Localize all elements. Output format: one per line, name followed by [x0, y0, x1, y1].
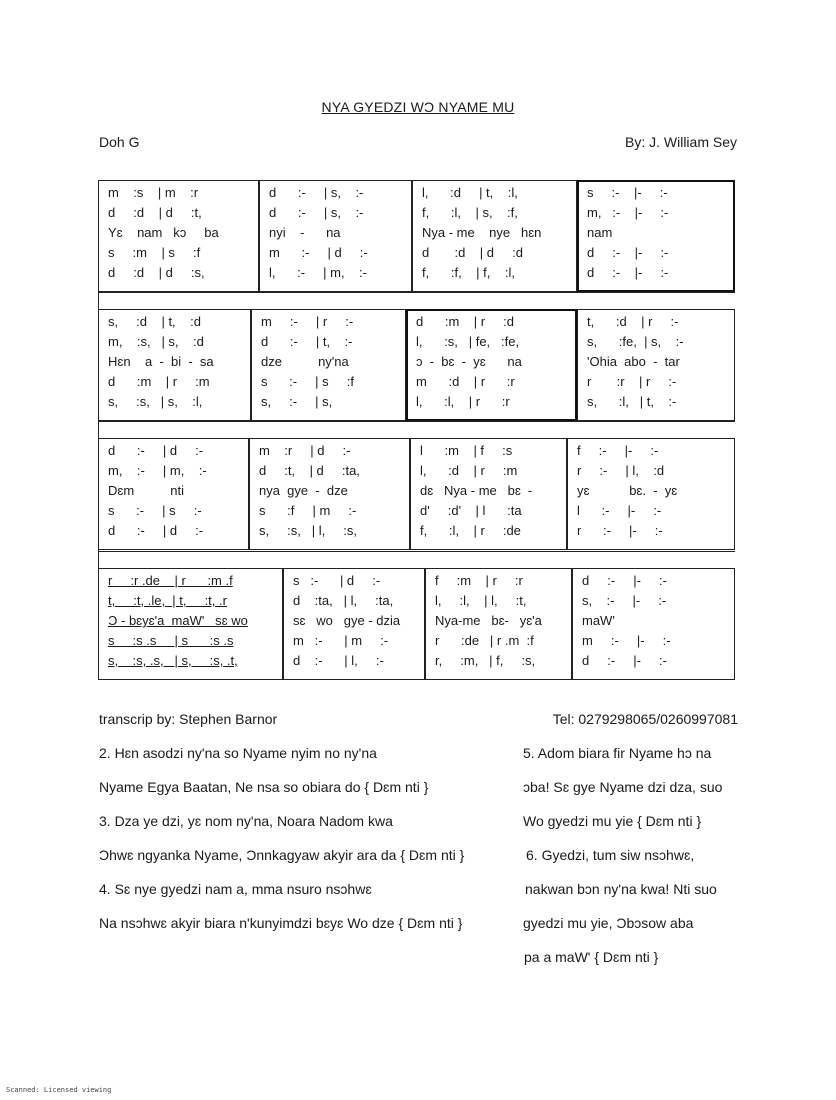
solfa-line: f, :f, | f, :l, — [422, 265, 515, 280]
solfa-line: r :- | l, :d — [577, 463, 665, 478]
measure-notation — [108, 571, 248, 671]
solfa-line: s :- | d :- — [293, 573, 381, 588]
lyric-line: Hɛn a - bi - sa — [108, 354, 214, 369]
solfa-line: s, :fe, | s, :- — [587, 334, 684, 349]
solfa-line: d :m | r :m — [108, 374, 210, 389]
solfa-line: d' :d' | l :ta — [420, 503, 522, 518]
solfa-line: d :d | d :d — [422, 245, 523, 260]
solfa-line: t, :d | r :- — [587, 314, 679, 329]
verse-line: 3. Dza ye dzi, yɛ nom ny'na, Noara Nadom kwa — [99, 813, 393, 829]
verse-line: Ɔhwɛ ngyanka Nyame, Ɔnnkagyaw akyir ara da { Dɛm nti } — [99, 847, 465, 863]
solfa-line: r :de | r .m :f — [435, 633, 534, 648]
solfa-line: m :- | d :- — [269, 245, 368, 260]
system-separator — [98, 421, 735, 422]
solfa-line: s :- |- :- — [587, 185, 668, 200]
solfa-line: l, :d | r :m — [420, 463, 518, 478]
solfa-line: d :- |- :- — [587, 245, 669, 260]
solfa-line: f, :l, | s, :f, — [422, 205, 518, 220]
lyric-line: nyi - na — [269, 225, 341, 240]
solfa-line: f :- |- :- — [577, 443, 659, 458]
solfa-line: d :- |- :- — [587, 265, 669, 280]
solfa-line: s, :- | s, — [261, 394, 333, 409]
verse-line: Wo gyedzi mu yie { Dɛm nti } — [523, 813, 702, 829]
measure-notation — [259, 441, 360, 541]
measure-notation — [582, 571, 671, 671]
transcriber: transcrip by: Stephen Barnor — [99, 711, 278, 727]
key-signature: Doh G — [99, 134, 140, 150]
solfa-line: d :m | r :d — [416, 314, 515, 329]
verse-line: nakwan bɔn ny'na kwa! Nti suo — [525, 881, 717, 897]
lyric-line: Yɛ nam kɔ ba — [108, 225, 219, 240]
solfa-line: m :- |- :- — [582, 633, 671, 648]
solfa-line: l :m | f :s — [420, 443, 513, 458]
verse-line: pa a maW' { Dɛm nti } — [524, 949, 659, 965]
verse-line: 5. Adom biara fir Nyame hɔ na — [523, 745, 712, 761]
verse-line: Na nsɔhwɛ akyir biara n'kunyimdzi bɛyɛ Wo dze { Dɛm nti } — [99, 915, 463, 931]
solfa-line: t, :t, .le, | t, :t, .r — [108, 593, 227, 608]
solfa-line: s, :l, | t, :- — [587, 394, 677, 409]
solfa-line: d :t, | d :ta, — [259, 463, 360, 478]
solfa-line: l, :- | m, :- — [269, 265, 367, 280]
solfa-line: m :r | d :- — [259, 443, 351, 458]
solfa-line: m :- | r :- — [261, 314, 354, 329]
verse-line: Nyame Egya Baatan, Ne nsa so obiara do { Dɛm nti } — [99, 779, 429, 795]
composer: By: J. William Sey — [624, 134, 737, 150]
solfa-line: l, :d | t, :l, — [422, 185, 518, 200]
solfa-line: d :d | d :s, — [108, 265, 205, 280]
measure-notation — [422, 183, 541, 283]
verse-line: 4. Sɛ nye gyedzi nam a, mma nsuro nsɔhwɛ — [99, 881, 372, 897]
lyric-line: nya gye - dze — [259, 483, 348, 498]
measure-notation — [587, 183, 668, 283]
solfa-line: d :- | s, :- — [269, 205, 364, 220]
solfa-line: r, :m, | f, :s, — [435, 653, 536, 668]
solfa-line: l :- |- :- — [577, 503, 662, 518]
lyric-line: maW' — [582, 613, 615, 628]
lyric-line: Nya - me nye hɛn — [422, 225, 542, 240]
solfa-line: r :r | r :- — [587, 374, 677, 389]
measure-notation — [435, 571, 542, 671]
measure-notation — [108, 441, 207, 541]
solfa-line: s :s .s | s :s .s — [108, 633, 234, 648]
solfa-line: l, :s, | fe, :fe, — [416, 334, 520, 349]
lyric-line: yɛ bɛ. - yɛ — [577, 483, 678, 498]
solfa-line: s, :s, | s, :l, — [108, 394, 203, 409]
solfa-line: m :d | r :r — [416, 374, 515, 389]
solfa-line: m, :- |- :- — [587, 205, 669, 220]
song-title: NYA GYEDZI WƆ NYAME MU — [321, 99, 515, 115]
solfa-line: m, :- | m, :- — [108, 463, 207, 478]
solfa-line: m, :s, | s, :d — [108, 334, 204, 349]
solfa-line: d :- |- :- — [582, 573, 667, 588]
measure-notation — [108, 183, 219, 283]
solfa-line: r :r .de | r :m .f — [108, 573, 233, 588]
solfa-line: s, :d | t, :d — [108, 314, 201, 329]
solfa-line: s, :s, | l, :s, — [259, 523, 358, 538]
measure-notation — [420, 441, 532, 541]
solfa-line: d :ta, | l, :ta, — [293, 593, 394, 608]
measure-notation — [577, 441, 677, 541]
lyric-line: 'Ohia abo - tar — [587, 354, 680, 369]
measure-notation — [293, 571, 400, 671]
solfa-line: r :- |- :- — [577, 523, 663, 538]
verse-line: gyedzi mu yie, Ɔbɔsow aba — [523, 915, 694, 931]
measure-notation — [261, 312, 354, 412]
solfa-line: d :d | d :t, — [108, 205, 202, 220]
lyric-line: nam — [587, 225, 613, 240]
solfa-line: s :m | s :f — [108, 245, 201, 260]
solfa-line: d :- | d :- — [108, 523, 204, 538]
solfa-line: m :- | m :- — [293, 633, 389, 648]
lyric-line: sɛ wo gye - dzia — [293, 613, 401, 628]
verse-line: ɔba! Sɛ gye Nyame dzi dza, suo — [523, 779, 723, 795]
measure-notation — [108, 312, 214, 412]
measure-notation — [416, 312, 522, 412]
measure-notation — [269, 183, 368, 283]
solfa-line: d :- | d :- — [108, 443, 204, 458]
footer-note: Scanned: Licensed viewing — [6, 1086, 112, 1094]
solfa-line: s, :s, .s, | s, :s, .t, — [108, 653, 238, 668]
lyric-line: Nya-me bɛ- yɛ'a — [435, 613, 542, 628]
solfa-line: l, :l, | r :r — [416, 394, 510, 409]
solfa-line: s :f | m :- — [259, 503, 357, 518]
solfa-line: d :- |- :- — [582, 653, 667, 668]
solfa-line: s :- | s :- — [108, 503, 202, 518]
telephone: Tel: 0279298065/0260997081 — [552, 711, 738, 727]
solfa-line: s :- | s :f — [261, 374, 354, 389]
solfa-line: m :s | m :r — [108, 185, 199, 200]
lyric-line: ɔ - bɛ - yɛ na — [416, 354, 522, 369]
system-separator — [98, 292, 735, 293]
solfa-line: f :m | r :r — [435, 573, 523, 588]
solfa-line: d :- | s, :- — [269, 185, 364, 200]
solfa-line: s, :- |- :- — [582, 593, 667, 608]
solfa-line: d :- | t, :- — [261, 334, 353, 349]
lyric-line: dɛ Nya - me bɛ - — [420, 483, 533, 498]
verse-line: 2. Hɛn asodzi ny'na so Nyame nyim no ny'na — [99, 745, 377, 761]
measure-notation — [587, 312, 684, 412]
solfa-line: d :- | l, :- — [293, 653, 384, 668]
solfa-line: f, :l, | r :de — [420, 523, 521, 538]
solfa-line: l, :l, | l, :t, — [435, 593, 527, 608]
lyric-line: dze ny'na — [261, 354, 349, 369]
verse-line: 6. Gyedzi, tum siw nsɔhwɛ, — [526, 847, 695, 863]
lyric-line: Dɛm nti — [108, 483, 185, 498]
system-separator — [98, 551, 735, 552]
lyric-line: Ɔ - bɛyɛ'a maW' sɛ wo — [108, 613, 248, 628]
